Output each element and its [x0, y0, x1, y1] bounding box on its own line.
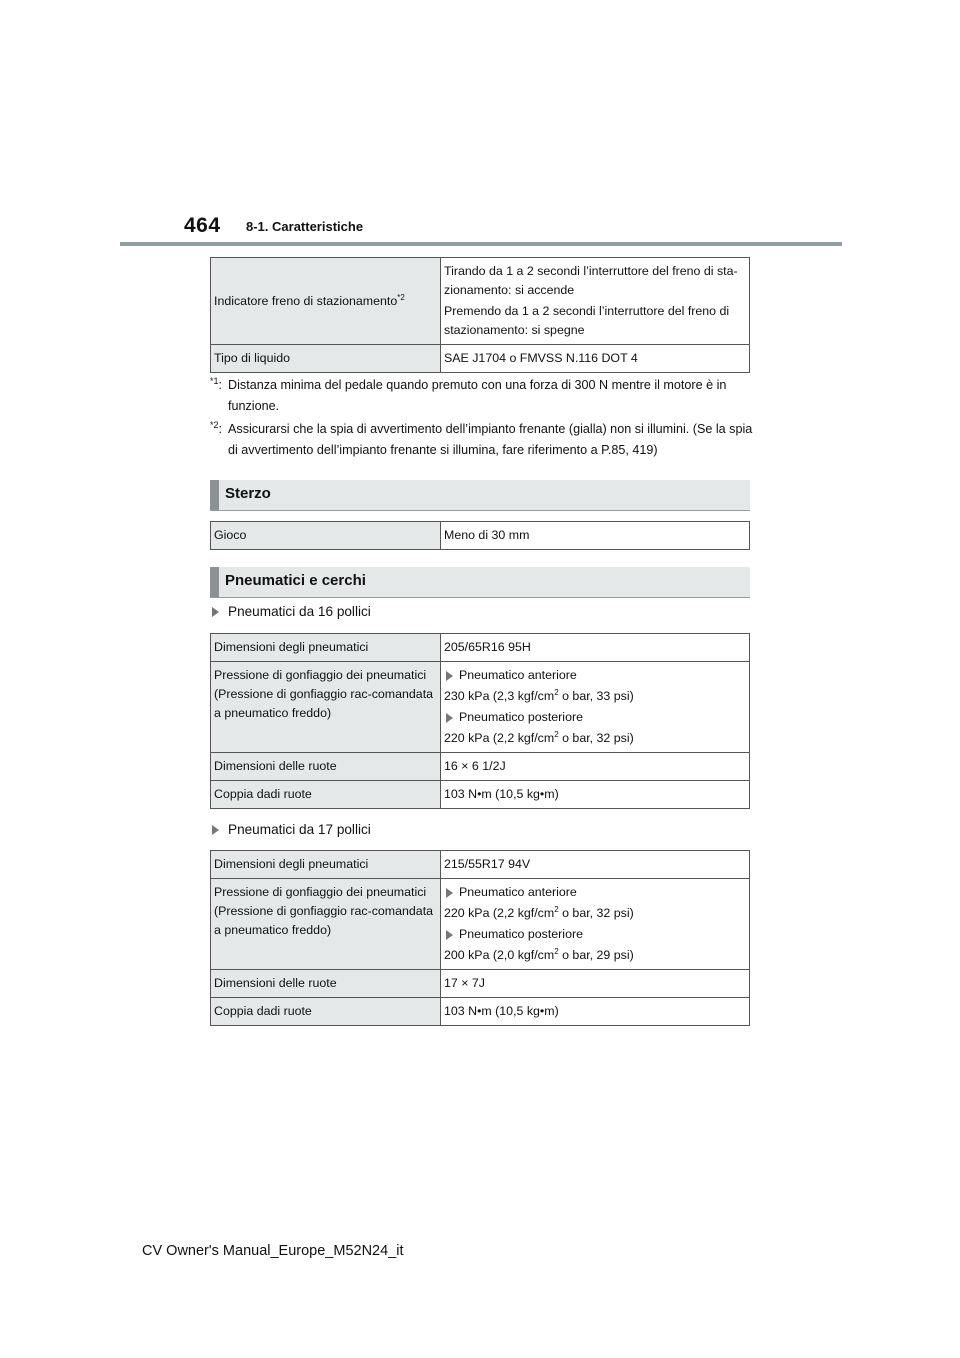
footnote-ref: *2: [397, 292, 405, 302]
tyres-heading-band: [210, 567, 750, 598]
triangle-bullet-icon: [212, 607, 219, 617]
rear-tyre-pressure: 200 kPa (2,0 kgf/$cm^2$ o bar, 29 psi): [444, 946, 634, 962]
nut-torque-label: Coppia dadi ruote: [211, 781, 441, 809]
pressure-label: Pressione di gonfiaggio dei pneumatici (Pressione di gonfiaggio rac-comandata a pneumatico freddo): [211, 879, 441, 970]
footnote-mark: *2: [210, 419, 219, 430]
table-row: [211, 345, 750, 373]
wheel-size-label: Dimensioni delle ruote: [211, 970, 441, 998]
rear-tyre-label: Pneumatico posteriore: [444, 708, 746, 727]
pressure-value-cell: [441, 662, 750, 753]
nut-torque-label: Coppia dadi ruote: [211, 998, 441, 1026]
table-row: [211, 634, 750, 662]
tyres-16-subtitle: Pneumatici da 16 pollici: [212, 604, 371, 619]
table-row: [211, 781, 750, 809]
tyres-17-subtitle: Pneumatici da 17 pollici: [212, 822, 371, 837]
footnote-text: Distanza minima del pedale quando premuto con una forza di 300 N mentre il motore è in funzione.: [228, 378, 727, 413]
table-row: [211, 753, 750, 781]
nut-torque-value: 103 N•m (10,5 kg•m): [441, 998, 750, 1026]
indicator-off-text: Premendo da 1 a 2 secondi l’interruttore del freno di stazionamento: si spegne: [444, 304, 730, 337]
footnote: $^{*1}$: Distanza minima del pedale quando premuto con una forza di 300 N mentre il motore è in funzione.: [210, 375, 755, 417]
steering-heading: Sterzo: [225, 485, 271, 502]
tyre-size-label: Dimensioni degli pneumatici: [211, 851, 441, 879]
table-row: [211, 970, 750, 998]
triangle-bullet-icon: [446, 671, 453, 681]
heading-bar: [210, 480, 219, 510]
pressure-label: Pressione di gonfiaggio dei pneumatici (Pressione di gonfiaggio rac-comandata a pneumatico freddo): [211, 662, 441, 753]
table-row: [211, 998, 750, 1026]
nut-torque-value: 103 N•m (10,5 kg•m): [441, 781, 750, 809]
fluid-type-label: Tipo di liquido: [211, 345, 441, 373]
tyres-17-table: [210, 850, 750, 1026]
front-tyre-pressure: 230 kPa (2,3 kgf/$cm^2$ o bar, 33 psi): [444, 687, 634, 703]
wheel-size-label: Dimensioni delle ruote: [211, 753, 441, 781]
front-tyre-label: Pneumatico anteriore: [444, 883, 746, 902]
indicator-on-text: Tirando da 1 a 2 secondi l’interruttore del freno di sta-zionamento: si accende: [444, 264, 738, 297]
tyre-size-value: 205/65R16 95H: [441, 634, 750, 662]
table-value-cell: [441, 258, 750, 345]
fluid-type-value: SAE J1704 o FMVSS N.116 DOT 4: [441, 345, 750, 373]
heading-bar: [210, 567, 219, 597]
footnote-text: Assicurarsi che la spia di avvertimento dell’impianto frenante (gialla) non si illumini. (Se la spia di avvertimento dell’impianto frenante si illumina, fare riferimento a P.85, 419): [228, 422, 753, 457]
table-row: [211, 851, 750, 879]
header-rule: [120, 242, 842, 246]
front-tyre-label: Pneumatico anteriore: [444, 666, 746, 685]
footnote-mark: *1: [210, 375, 219, 386]
footnotes: [210, 375, 755, 463]
table-row: [211, 258, 750, 345]
steering-heading-band: [210, 480, 750, 511]
triangle-bullet-icon: [212, 825, 219, 835]
pressure-value-cell: [441, 879, 750, 970]
page-number: 464: [184, 214, 221, 237]
table-key-cell: [211, 258, 441, 345]
wheel-size-value: 16 × 6 1/2J: [441, 753, 750, 781]
triangle-bullet-icon: [446, 713, 453, 723]
table-row: [211, 879, 750, 970]
play-label: Gioco: [211, 522, 441, 550]
play-value: Meno di 30 mm: [441, 522, 750, 550]
steering-spec-table: [210, 521, 750, 550]
tyre-size-label: Dimensioni degli pneumatici: [211, 634, 441, 662]
triangle-bullet-icon: [446, 930, 453, 940]
parking-brake-indicator-label: Indicatore freno di stazionamento: [214, 293, 398, 308]
table-row: [211, 662, 750, 753]
tyres-heading: Pneumatici e cerchi: [225, 572, 366, 589]
rear-tyre-pressure: 220 kPa (2,2 kgf/$cm^2$ o bar, 32 psi): [444, 729, 634, 745]
table-row: [211, 522, 750, 550]
wheel-size-value: 17 × 7J: [441, 970, 750, 998]
rear-tyre-label: Pneumatico posteriore: [444, 925, 746, 944]
brake-spec-table: [210, 257, 750, 373]
footer-text: CV Owner's Manual_Europe_M52N24_it: [142, 1243, 404, 1259]
triangle-bullet-icon: [446, 888, 453, 898]
footnote: $^{*2}$: Assicurarsi che la spia di avvertimento dell’impianto frenante (gialla) non si illumini. (Se la spia di avvertimento dell’impianto frenante si illumina, fare riferimento a P.85, 419): [210, 419, 755, 461]
tyre-size-value: 215/55R17 94V: [441, 851, 750, 879]
front-tyre-pressure: 220 kPa (2,2 kgf/$cm^2$ o bar, 32 psi): [444, 904, 634, 920]
tyres-16-table: [210, 633, 750, 809]
section-title: 8-1. Caratteristiche: [246, 219, 364, 234]
